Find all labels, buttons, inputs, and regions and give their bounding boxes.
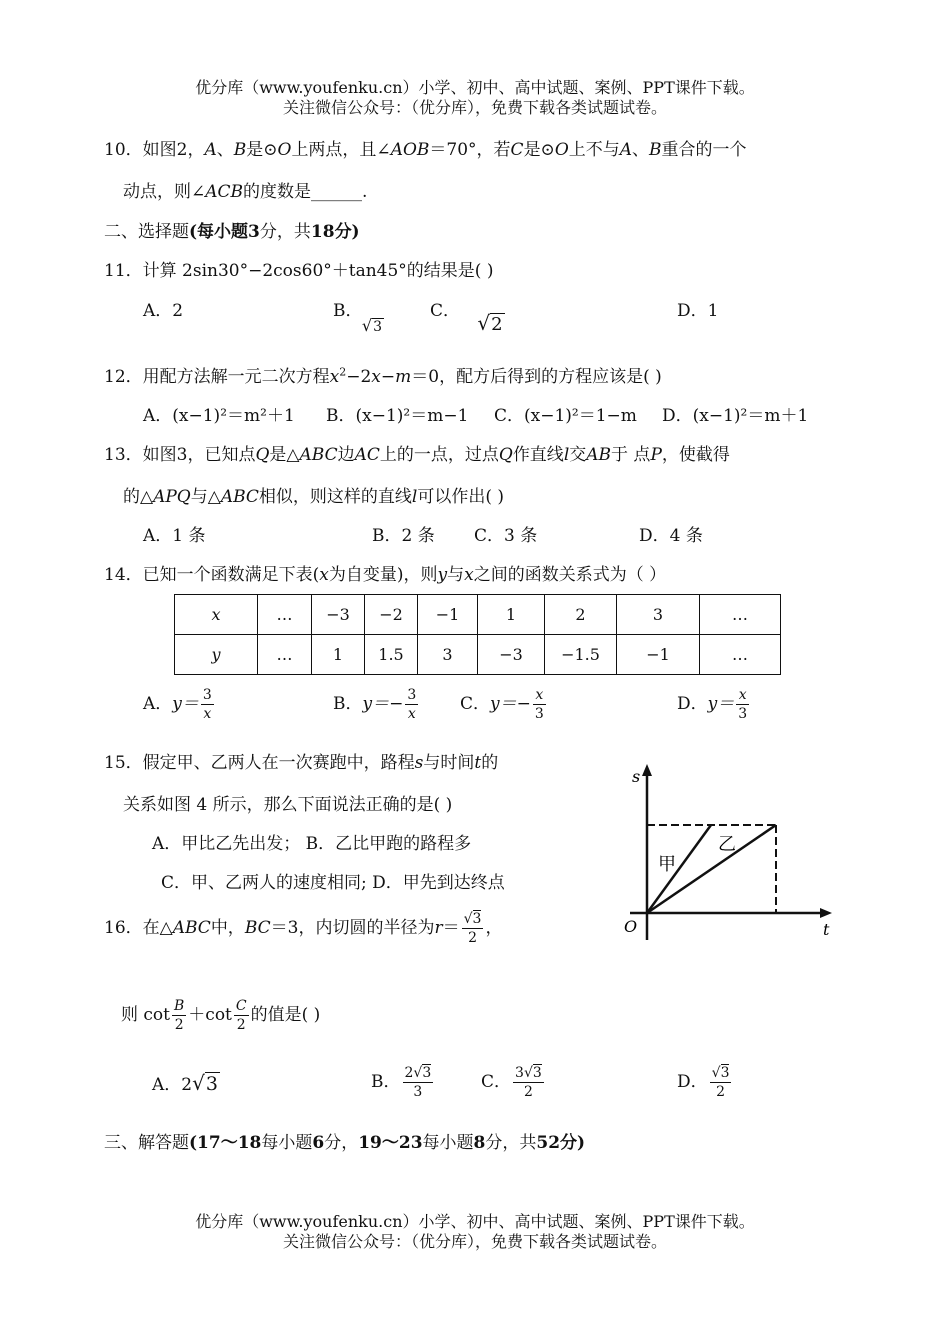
q16-option-d: D． $\frac{√3}{2}$ (677, 1065, 730, 1100)
q13-option-d: D．4 条 (639, 526, 703, 546)
header-line-1: 优分库（www.youfenku.cn）小学、初中、高中试题、案例、PPT课件下载。 (195, 78, 755, 97)
question-10-line-1: 10．如图2，A、B是⊙O上两点，且∠AOB＝70°，若C是⊙O上不与A、B重合的一个 (104, 140, 747, 160)
question-14-stem: 14．已知一个函数满足下表(x为自变量)，则y与x之间的函数关系式为（ ） (104, 565, 667, 585)
table-row-y: y … 1 1.5 3 −3 −1.5 −1 … (175, 635, 781, 675)
q13-option-a: A．1 条 (143, 526, 206, 546)
sqrt-3: √3 (361, 316, 383, 335)
q11-option-c: C． √2 (430, 301, 503, 335)
q12-option-c: C．(x−1)²＝1−m (494, 406, 637, 426)
footer-line-1: 优分库（www.youfenku.cn）小学、初中、高中试题、案例、PPT课件下载。 (195, 1212, 755, 1231)
q16-option-a: A．2√3 (152, 1071, 218, 1095)
q14-option-b: B．y＝− $\frac{3}{x}$ (333, 687, 417, 722)
q16-option-c: C． $\frac{3√3}{2}$ (481, 1065, 542, 1100)
t-axis-arrow-icon (820, 908, 832, 918)
footer-line-2: 关注微信公众号：（优分库），免费下载各类试题试卷。 (282, 1232, 667, 1251)
section-2-heading: 二、选择题(每小题3分，共18分) (104, 222, 360, 242)
q11-option-a: A．2 (143, 301, 184, 321)
q12-option-b: B．(x−1)²＝m−1 (326, 406, 469, 426)
yi-label: 乙 (718, 834, 736, 855)
q14-option-c: C．y＝− $\frac{x}{3}$ (460, 687, 544, 722)
q13-option-c: C．3 条 (474, 526, 538, 546)
q14-option-d: D．y＝ $\frac{x}{3}$ (677, 687, 748, 722)
function-table (174, 594, 781, 675)
question-16-line-2: 则 cot $\frac{B}{2}$ ＋cot $\frac{C}{2}$ 的值是( ) (121, 998, 321, 1033)
s-axis-arrow-icon (642, 764, 652, 776)
table-row-x: x … −3 −2 −1 1 2 3 … (175, 595, 781, 635)
q11-option-b: B． √3 (333, 301, 383, 335)
header-line-2: 关注微信公众号：（优分库），免费下载各类试题试卷。 (282, 98, 667, 117)
section-3-heading: 三、解答题(17～18每小题6分，19～23每小题8分，共52分) (104, 1133, 586, 1153)
q13-option-b: B．2 条 (372, 526, 435, 546)
q14-option-a: A．y＝ $\frac{3}{x}$ (143, 687, 212, 722)
question-15-line-2: 关系如图 4 所示，那么下面说法正确的是( ) (123, 795, 453, 815)
s-axis-label: s (632, 767, 641, 786)
question-16-line-1: 16．在△ABC中，BC＝3，内切圆的半径为r＝ $\frac{√3}{2}$ ， (104, 911, 503, 946)
jia-label: 甲 (658, 854, 676, 875)
question-15-line-1: 15．假定甲、乙两人在一次赛跑中，路程s与时间t的 (104, 753, 499, 773)
jia-line (647, 825, 711, 913)
q15-options-ab: A．甲比乙先出发； B．乙比甲跑的路程多 (152, 834, 472, 854)
question-13-line-2: 的△APQ与△ABC相似，则这样的直线l可以作出( ) (123, 487, 505, 507)
question-11-stem: 11．计算 2sin30°−2cos60°＋tan45°的结果是( ) (104, 261, 494, 281)
q16-option-b: B． $\frac{2√3}{3}$ (371, 1065, 432, 1100)
sqrt-2: √2 (477, 311, 503, 335)
question-10-line-2: 动点，则∠ACB的度数是______. (123, 182, 368, 202)
question-13-line-1: 13．如图3，已知点Q是△ABC边AC上的一点，过点Q作直线l交AB于 点P，使截得 (104, 445, 730, 465)
question-12-stem: 12．用配方法解一元二次方程$x^2-2x-m=0$，配方后得到的方程应该是( ) (104, 365, 662, 387)
t-axis-label: t (823, 920, 830, 939)
q12-option-a: A．(x−1)²＝m²＋1 (143, 406, 295, 426)
origin-label: O (624, 917, 638, 936)
q12-option-d: D．(x−1)²＝m＋1 (662, 406, 809, 426)
q11-option-d: D．1 (677, 301, 719, 321)
q15-options-cd: C．甲、乙两人的速度相同; D．甲先到达终点 (161, 873, 505, 893)
figure-4-graph (610, 760, 850, 955)
